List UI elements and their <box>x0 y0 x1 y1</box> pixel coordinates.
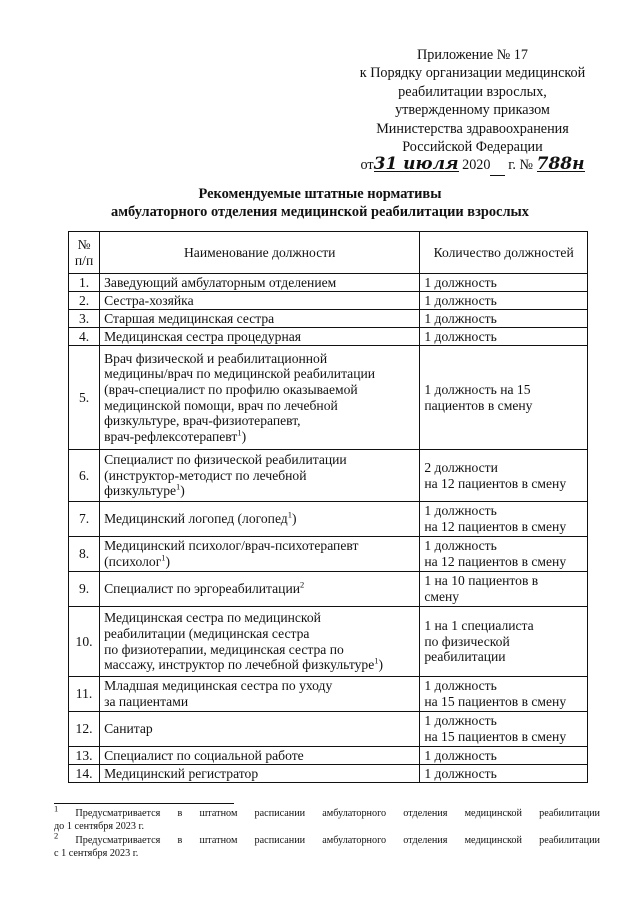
row-number: 9. <box>69 572 100 607</box>
position-name-line: Специалист по социальной работе <box>104 747 304 763</box>
position-name-line: Врач физической и реабилитационной <box>104 350 328 366</box>
position-name-text: физкультуре <box>104 483 177 499</box>
position-quantity-line: реабилитации <box>424 649 506 665</box>
appendix-header <box>340 46 605 176</box>
position-quantity-line: 1 должность <box>424 503 497 519</box>
position-quantity-line: 1 должность на 15 <box>424 381 531 397</box>
position-name-line: медицинской помощи, врач по лечебной <box>104 397 338 413</box>
position-quantity <box>420 274 588 292</box>
position-quantity <box>420 346 588 450</box>
table-row <box>69 346 588 450</box>
position-quantity-line: 2 должности <box>424 459 498 475</box>
footnote-reference: 1 <box>176 481 181 492</box>
footnotes <box>54 803 600 862</box>
table-row <box>69 310 588 328</box>
table-row <box>69 537 588 572</box>
footnote <box>54 830 600 860</box>
position-name <box>100 274 420 292</box>
appendix-line: реабилитации взрослых, <box>398 83 547 100</box>
position-name-line: Медицинский психолог/врач-психотерапевт <box>104 538 359 554</box>
position-quantity-line: 1 должность <box>424 328 497 344</box>
position-quantity-line: 1 должность <box>424 538 497 554</box>
position-quantity-line: смену <box>424 589 460 604</box>
position-quantity-line: на 12 пациентов в смену <box>424 554 567 569</box>
position-quantity <box>420 310 588 328</box>
row-number: 13. <box>69 747 100 765</box>
row-number: 12. <box>69 712 100 747</box>
order-date-line <box>340 156 605 175</box>
table-row <box>69 502 588 537</box>
position-name-text: массажу, инструктор по лечебной физкультуре <box>104 657 375 673</box>
table-row <box>69 712 588 747</box>
position-name <box>100 450 420 502</box>
handwritten-order-number: 788н <box>536 154 585 175</box>
position-quantity-line: 1 должность <box>424 713 497 729</box>
position-name-line <box>104 554 415 570</box>
position-name-tail: ) <box>165 554 171 569</box>
footnote-mark: 1 <box>54 803 59 814</box>
position-name-line: за пациентами <box>104 694 189 709</box>
header-number-line: п/п <box>74 252 94 268</box>
appendix-line: Российской Федерации <box>402 139 543 156</box>
year-blank <box>490 156 504 175</box>
position-name-line: Медицинский регистратор <box>104 765 259 781</box>
row-number: 2. <box>69 292 100 310</box>
position-quantity <box>420 537 588 572</box>
position-quantity <box>420 502 588 537</box>
title-line-2: амбулаторного отделения медицинской реабилитации взрослых <box>111 204 529 220</box>
position-quantity <box>420 292 588 310</box>
table-row <box>69 765 588 783</box>
position-name-text: Специалист по эргореабилитации <box>104 581 300 597</box>
footnote-reference: 1 <box>161 552 166 563</box>
position-name-text: врач-рефлексотерапевт <box>104 428 238 444</box>
position-name-line: (врач-специалист по профилю оказываемой <box>104 381 358 397</box>
position-quantity-line: 1 на 1 специалиста <box>424 618 534 634</box>
appendix-line: Приложение № 17 <box>417 47 528 63</box>
position-quantity <box>420 572 588 607</box>
position-name-line: по физиотерапии, медицинская сестра по <box>104 641 344 657</box>
position-quantity-line: на 12 пациентов в смену <box>424 519 567 534</box>
position-name-line: Младшая медицинская сестра по уходу <box>104 678 333 694</box>
position-quantity-line: на 12 пациентов в смену <box>424 475 567 491</box>
order-number-label: № <box>519 157 534 174</box>
row-number: 5. <box>69 346 100 450</box>
row-number: 3. <box>69 310 100 328</box>
position-name <box>100 292 420 310</box>
position-name-text: Медицинский логопед (логопед <box>104 511 288 527</box>
position-quantity <box>420 677 588 712</box>
appendix-line: утвержденному приказом <box>395 102 550 119</box>
date-year: 2020 <box>462 157 491 174</box>
appendix-line: Министерства здравоохранения <box>376 120 569 137</box>
document-title <box>40 185 600 221</box>
position-name-text: (психолог <box>104 554 162 569</box>
position-name-line <box>104 429 415 445</box>
position-name <box>100 677 420 712</box>
position-quantity-line: на 15 пациентов в смену <box>424 694 567 709</box>
year-suffix: г. <box>508 157 516 174</box>
table-row <box>69 607 588 677</box>
position-name-tail: ) <box>291 511 297 527</box>
position-name-line: Заведующий амбулаторным отделением <box>104 274 337 290</box>
row-number: 8. <box>69 537 100 572</box>
position-name-line: физкультуре, врач-физиотерапевт, <box>104 413 301 429</box>
position-name <box>100 572 420 607</box>
position-quantity <box>420 450 588 502</box>
row-number: 11. <box>69 677 100 712</box>
footnote-text-line2: до 1 сентября 2023 г. <box>54 820 145 832</box>
position-name <box>100 712 420 747</box>
position-quantity-line: 1 должность <box>424 765 497 781</box>
position-quantity-line: 1 должность <box>424 274 497 290</box>
footnote-reference: 1 <box>374 655 379 666</box>
position-quantity <box>420 712 588 747</box>
position-name <box>100 537 420 572</box>
position-name <box>100 502 420 537</box>
position-name-line: реабилитации (медицинская сестра <box>104 625 310 641</box>
position-quantity-line: по физической <box>424 633 510 649</box>
header-number <box>69 232 100 274</box>
header-quantity: Количество должностей <box>420 232 588 274</box>
position-name-line: Старшая медицинская сестра <box>104 310 275 326</box>
table-header-row <box>69 232 588 274</box>
position-quantity <box>420 607 588 677</box>
footnote <box>54 803 600 833</box>
handwritten-date: 31 июля <box>373 154 459 175</box>
position-quantity-line: 1 должность <box>424 747 497 763</box>
footnote-mark: 2 <box>54 830 59 841</box>
table-row <box>69 328 588 346</box>
position-name-line: Специалист по физической реабилитации <box>104 452 347 468</box>
footnote-reference: 2 <box>300 579 305 590</box>
table-row <box>69 274 588 292</box>
footnote-reference: 1 <box>287 509 292 520</box>
header-position-name: Наименование должности <box>100 232 420 274</box>
position-name-tail: ) <box>241 428 247 444</box>
row-number: 6. <box>69 450 100 502</box>
position-name-line: медицины/врач по медицинской реабилитации <box>104 366 376 382</box>
date-prefix: от <box>360 157 374 174</box>
position-quantity-line: пациентов в смену <box>424 397 533 413</box>
position-quantity-line: 1 на 10 пациентов в <box>424 573 539 589</box>
table-row <box>69 292 588 310</box>
position-quantity <box>420 328 588 346</box>
footnote-reference: 1 <box>237 427 242 438</box>
position-quantity <box>420 765 588 783</box>
position-name <box>100 328 420 346</box>
position-name-line: Сестра-хозяйка <box>104 292 194 308</box>
position-name-line: Санитар <box>104 721 153 737</box>
position-quantity-line: 1 должность <box>424 678 497 694</box>
position-name <box>100 747 420 765</box>
position-name-line: Медицинская сестра по медицинской <box>104 610 321 626</box>
appendix-line: к Порядку организации медицинской <box>359 65 586 82</box>
position-name-line: Медицинская сестра процедурная <box>104 328 302 344</box>
row-number: 10. <box>69 607 100 677</box>
position-name <box>100 346 420 450</box>
row-number: 4. <box>69 328 100 346</box>
table-row <box>69 572 588 607</box>
row-number: 7. <box>69 502 100 537</box>
footnote-divider <box>54 803 234 804</box>
table-row <box>69 450 588 502</box>
footnote-text: Предусматривается в штатном расписании амбулаторного отделения медицинской реабилитации <box>75 835 600 846</box>
title-line-1: Рекомендуемые штатные нормативы <box>198 186 442 202</box>
position-name <box>100 607 420 677</box>
position-name <box>100 310 420 328</box>
position-name-tail: ) <box>180 483 185 499</box>
table-row <box>69 747 588 765</box>
position-name-line <box>104 511 415 527</box>
position-name-tail: ) <box>378 657 384 673</box>
footnote-text: Предусматривается в штатном расписании амбулаторного отделения медицинской реабилитации <box>75 808 600 819</box>
position-quantity-line: 1 должность <box>424 292 497 308</box>
position-name-line <box>104 483 415 499</box>
position-name-line: (инструктор-методист по лечебной <box>104 467 307 483</box>
header-number-line: № <box>77 236 91 252</box>
position-name-line <box>104 581 415 597</box>
footnote-text-line2: с 1 сентября 2023 г. <box>54 847 139 859</box>
position-quantity-line: 1 должность <box>424 310 497 326</box>
position-quantity-line: на 15 пациентов в смену <box>424 729 567 744</box>
staffing-table <box>68 231 588 783</box>
table-body <box>69 274 588 783</box>
position-name <box>100 765 420 783</box>
row-number: 1. <box>69 274 100 292</box>
position-quantity <box>420 747 588 765</box>
row-number: 14. <box>69 765 100 783</box>
table-row <box>69 677 588 712</box>
position-name-line <box>104 657 415 673</box>
